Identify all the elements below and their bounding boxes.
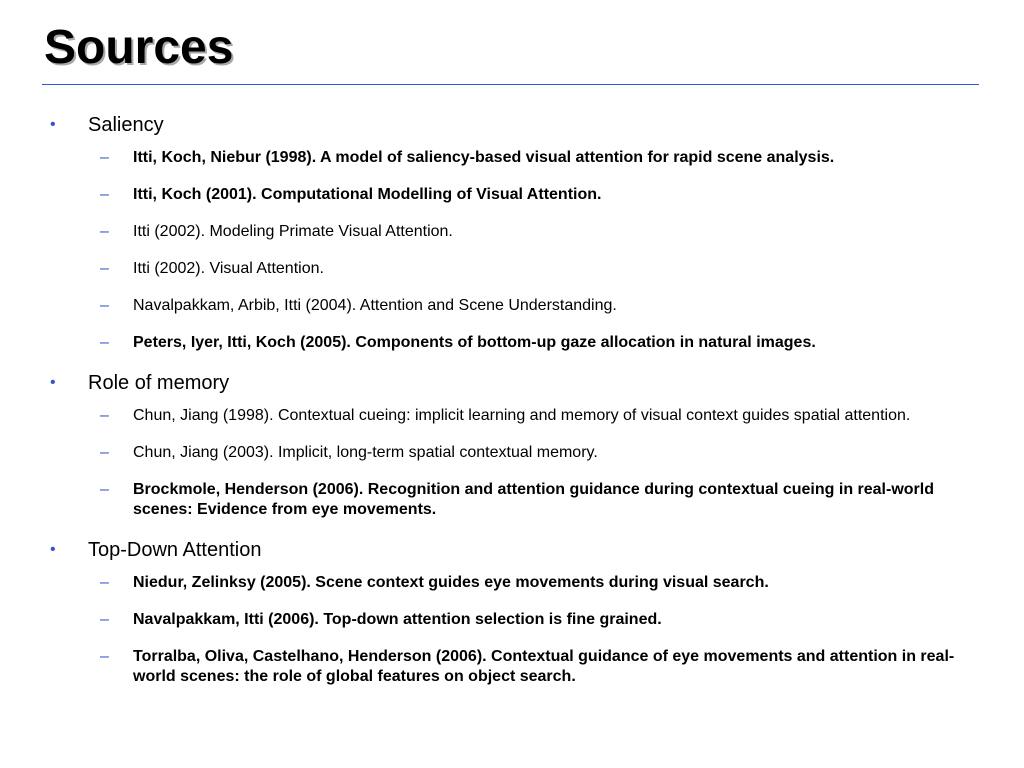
reference-text: Chun, Jiang (2003). Implicit, long-term spatial contextual memory.: [133, 444, 598, 461]
reference-text: Torralba, Oliva, Castelhano, Henderson (2006). Contextual guidance of eye movements and attention in real-world scenes: the role of global features on object search.: [133, 648, 955, 685]
dash-icon: –: [100, 611, 109, 628]
reference-text: Peters, Iyer, Itti, Koch (2005). Components of bottom-up gaze allocation in natural images.: [133, 334, 816, 351]
dash-icon: –: [100, 481, 109, 498]
dash-icon: –: [100, 223, 109, 240]
section-heading: [50, 112, 980, 138]
reference-item: [50, 333, 978, 353]
section-heading-label: Top-Down Attention: [88, 539, 262, 561]
reference-text: Itti (2002). Visual Attention.: [133, 260, 324, 277]
reference-item: [50, 406, 978, 426]
reference-item: [50, 610, 978, 630]
bullet-icon: •: [50, 116, 56, 133]
section-heading: [50, 370, 980, 396]
dash-icon: –: [100, 186, 109, 203]
dash-icon: –: [100, 574, 109, 591]
section-heading: [50, 537, 980, 563]
dash-icon: –: [100, 149, 109, 166]
reference-text: Niedur, Zelinksy (2005). Scene context guides eye movements during visual search.: [133, 574, 769, 591]
reference-item: [50, 296, 978, 316]
reference-item: [50, 480, 978, 520]
dash-icon: –: [100, 297, 109, 314]
section-heading-label: Role of memory: [88, 372, 230, 394]
reference-text: Itti (2002). Modeling Primate Visual Attention.: [133, 223, 453, 240]
title-divider: [42, 84, 979, 85]
reference-text: Navalpakkam, Itti (2006). Top-down attention selection is fine grained.: [133, 611, 662, 628]
bullet-icon: •: [50, 541, 56, 558]
slide-title: Sources: [44, 21, 234, 74]
reference-item: [50, 148, 978, 168]
reference-item: [50, 647, 978, 687]
reference-text: Chun, Jiang (1998). Contextual cueing: implicit learning and memory of visual context guides spatial attention.: [133, 407, 911, 424]
reference-item: [50, 222, 978, 242]
reference-item: [50, 573, 978, 593]
reference-text: Navalpakkam, Arbib, Itti (2004). Attention and Scene Understanding.: [133, 297, 617, 314]
dash-icon: –: [100, 648, 109, 665]
reference-item: [50, 259, 978, 279]
reference-item: [50, 185, 978, 205]
sources-list: [50, 112, 980, 704]
reference-text: Brockmole, Henderson (2006). Recognition and attention guidance during contextual cueing in real-world scenes: Evidence from eye movements.: [133, 481, 934, 518]
section-top-down-attention: [50, 537, 980, 687]
reference-text: Itti, Koch, Niebur (1998). A model of saliency-based visual attention for rapid scene analysis.: [133, 149, 835, 166]
dash-icon: –: [100, 260, 109, 277]
reference-item: [50, 443, 978, 463]
section-saliency: [50, 112, 980, 353]
dash-icon: –: [100, 334, 109, 351]
bullet-icon: •: [50, 374, 56, 391]
dash-icon: –: [100, 407, 109, 424]
section-role-of-memory: [50, 370, 980, 520]
reference-text: Itti, Koch (2001). Computational Modelling of Visual Attention.: [133, 186, 602, 203]
dash-icon: –: [100, 444, 109, 461]
section-heading-label: Saliency: [88, 114, 164, 136]
